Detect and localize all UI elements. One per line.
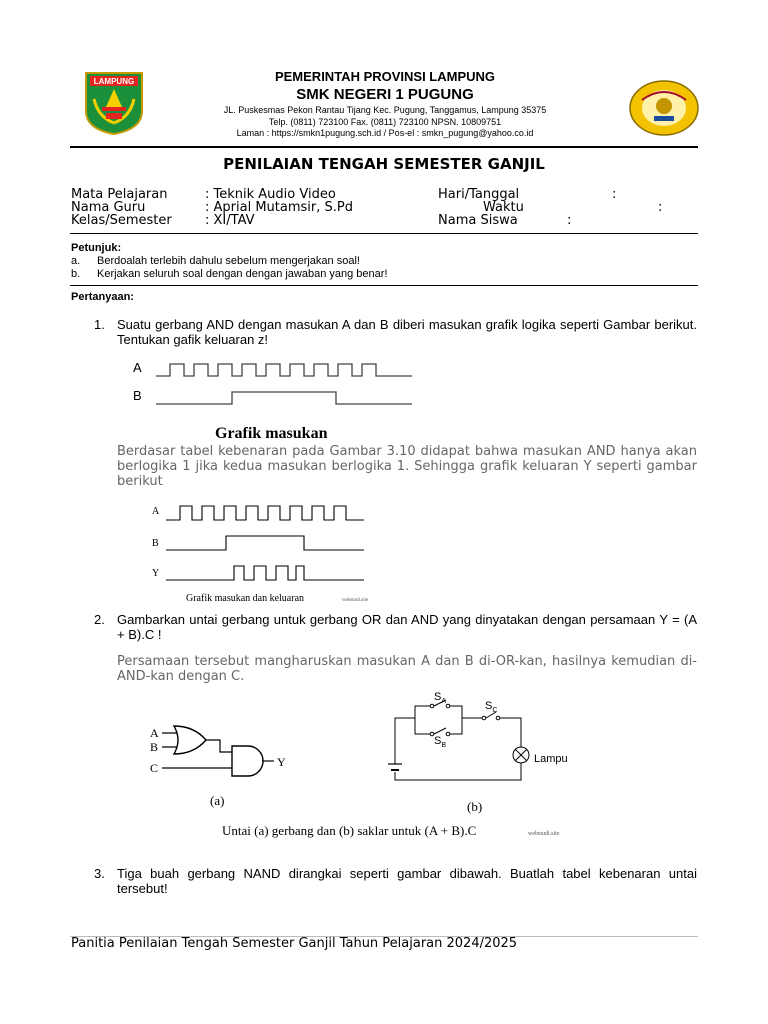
teacher-label: Nama Guru [71,200,146,215]
lamp-label: Lampu [534,753,568,765]
gate-circuit [150,726,286,808]
sub-label-b: (b) [467,799,483,814]
switch-sc-label: $S_C$ [485,700,498,714]
instruction-a-marker: a. [71,255,81,267]
time-label: Waktu [483,200,524,215]
q1-input-graph [128,356,418,446]
q3-text: Tiga buah gerbang NAND dirangkai seperti gambar dibawah. Buatlah tabel kebenaran untai tersebut! [117,866,697,896]
q3-number: 3. [94,866,105,881]
instructions-title: Petunjuk: [71,242,122,254]
fig1-label-a: A [133,360,142,375]
subject-label: Mata Pelajaran [71,187,168,202]
fig2-label-y: Y [152,568,160,579]
fig1-wave-b [156,392,412,404]
fig2-label-a: A [152,506,160,517]
q1-text: Suatu gerbang AND dengan masukan A dan B diberi masukan grafik logika seperti Gambar berikut. Tentukan gafik keluaran z! [117,317,697,347]
instruction-a-text: Berdoalah terlebih dahulu sebelum mengerjakan soal! [97,255,360,267]
time-colon: : [658,200,663,215]
teacher-value: : Aprial Mutamsir, S.Pd [205,200,353,215]
switch-circuit [388,691,568,814]
q2-circuit-figure [140,690,580,848]
fig-input-a: A [150,726,159,740]
school-phone: Telp. (0811) 723100 Fax. (0811) 723100 NPSN. 10809751 [268,117,502,127]
left-logo-text: LAMPUNG [93,77,135,86]
footer-text: Panitia Penilaian Tengah Semester Ganjil Tahun Pelajaran 2024/2025 [71,936,518,951]
left-logo [84,71,144,135]
school-address: JL. Puskesmas Pekon Rantau Tijang Kec. Pugung, Tanggamus, Lampung 35375 [223,105,547,115]
sub-label-a: (a) [210,793,225,808]
circuit-watermark: webstudi.site [528,831,560,837]
fig2-wave-a [166,506,364,520]
q2-answer: Persamaan tersebut mangharuskan masukan A dan B di-OR-kan, hasilnya kemudian di-AND-kan dengan C. [117,654,697,684]
instructions-divider [70,285,698,286]
q1-answer: Berdasar tabel kebenaran pada Gambar 3.10 didapat bahwa masukan AND hanya akan berlogika 1 jika kedua masukan berlogika 1. Sehingga grafik keluaran Y seperti gambar berikut [117,444,697,489]
school-web: Laman : https://smkn1pugung.sch.id / Pos-el : smkn_pugung@yahoo.co.id [236,128,534,138]
or-gate [174,726,206,754]
circuit-caption: Untai (a) gerbang dan (b) saklar untuk (A + B).C [222,823,477,838]
instruction-b-text: Kerjakan seluruh soal dengan dengan jawaban yang benar! [97,268,388,280]
q2-number: 2. [94,612,105,627]
switch-sa-label: $S_A$ [434,691,447,705]
fig2-wave-y [166,566,364,580]
fig1-caption: Grafik masukan [215,425,328,442]
switch-sb-label: $S_B$ [434,735,447,749]
fig-input-b: B [150,740,159,754]
student-colon: : [567,213,572,228]
fig2-watermark: webstudi.site [342,598,369,603]
right-logo [628,80,700,136]
q1-number: 1. [94,317,105,332]
class-label: Kelas/Semester [71,213,172,228]
header-divider [70,146,698,148]
gov-name: PEMERINTAH PROVINSI LAMPUNG [274,69,496,84]
q1-output-graph [146,500,386,608]
day-label: Hari/Tanggal [438,187,520,202]
questions-title: Pertanyaan: [71,291,134,303]
fig-input-c: C [150,761,159,775]
fig1-label-b: B [133,388,142,403]
q2-text: Gambarkan untai gerbang untuk gerbang OR dan AND yang dinyatakan dengan persamaan Y = (A + B).C ! [117,612,697,642]
and-gate [232,746,263,776]
fig2-caption: Grafik masukan dan keluaran [186,593,305,604]
fig2-label-b: B [152,538,159,549]
exam-title: PENILAIAN TENGAH SEMESTER GANJIL [223,155,545,173]
day-colon: : [612,187,617,202]
info-divider [70,233,698,234]
fig-output-y: Y [277,755,286,769]
school-name: SMK NEGERI 1 PUGUNG [296,86,474,103]
student-label: Nama Siswa [438,213,518,228]
instruction-b-marker: b. [71,268,81,280]
class-value: : XI/TAV [205,213,255,228]
fig1-wave-a [156,364,412,376]
subject-value: : Teknik Audio Video [205,187,336,202]
fig2-wave-b [166,536,364,550]
